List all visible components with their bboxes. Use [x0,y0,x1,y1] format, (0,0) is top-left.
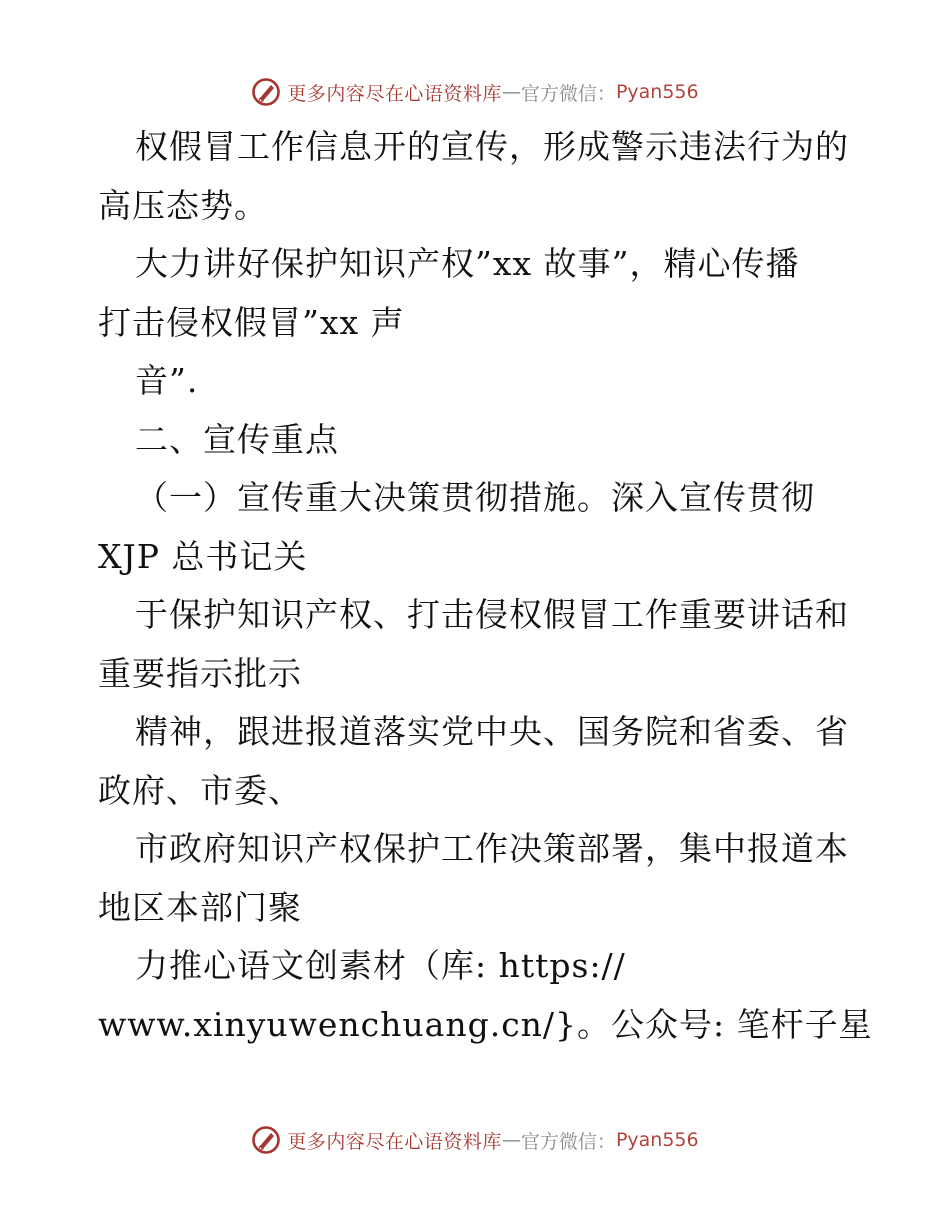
text-line: 于保护知识产权、打击侵权假冒工作重要讲话和 [135,595,849,634]
text-line: 权假冒工作信息开的宣传，形成警示违法行为的 [135,127,849,166]
header-watermark-banner [0,70,950,114]
banner-wechat-id: Pyan556 [615,1129,699,1151]
text-line: 力推心语文创素材（库: https:// [135,946,626,985]
footer-watermark-banner [0,1118,950,1162]
section-heading: 二、宣传重点 [135,419,339,459]
banner-wechat-label: 官方微信： [520,1130,616,1153]
banner-brand-text: 更多内容尽在心语资料库 [287,1130,502,1153]
pen-logo-icon [251,77,281,107]
text-line: 音”. [135,361,199,400]
banner-separator: — [501,1129,521,1151]
text-line: 大力讲好保护知识产权”xx 故事”，精心传播 [135,244,800,283]
text-line: （一）宣传重大决策贯彻措施。深入宣传贯彻 [135,478,815,517]
text-line: XJP 总书记关 [98,536,308,576]
text-line: 政府、市委、 [98,770,302,810]
text-line: 打击侵权假冒”xx 声 [98,302,405,342]
text-line: 重要指示批示 [98,653,302,693]
banner-separator: — [501,81,521,103]
text-line: 高压态势。 [98,185,268,225]
text-line: www.xinyuwenchuang.cn/}。公众号: 笔杆子星 [98,1004,873,1044]
banner-wechat-id: Pyan556 [615,81,699,103]
pen-logo-icon [251,1125,281,1155]
text-line: 市政府知识产权保护工作决策部署，集中报道本 [135,829,849,868]
banner-wechat-label: 官方微信： [520,82,616,105]
document-body [98,118,873,1054]
text-line: 精神，跟进报道落实党中央、国务院和省委、省 [135,712,849,751]
banner-brand-text: 更多内容尽在心语资料库 [287,82,502,105]
text-line: 地区本部门聚 [98,887,302,927]
